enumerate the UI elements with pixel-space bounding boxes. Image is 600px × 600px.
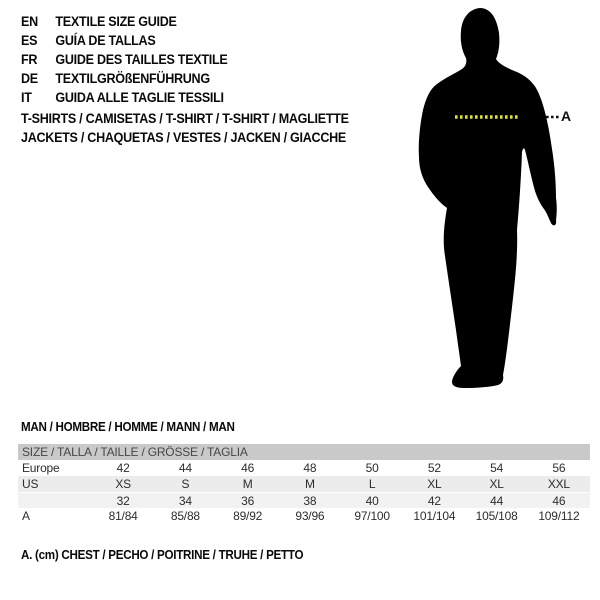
- language-code: FR: [21, 52, 38, 67]
- language-row: [21, 31, 227, 50]
- table-cell: 85/88: [170, 509, 200, 523]
- language-row: [21, 88, 227, 107]
- table-cell: XL: [489, 477, 504, 491]
- table-cell: 109/112: [538, 509, 580, 523]
- measurement-marker-label: A: [561, 108, 572, 124]
- row-label: US: [22, 477, 39, 491]
- table-row-numeric: [18, 492, 590, 508]
- table-cell: M: [304, 477, 315, 491]
- row-label: [18, 493, 92, 508]
- table-cell: 54: [490, 461, 504, 475]
- table-cell: 81/84: [108, 509, 138, 523]
- table-cell: 48: [303, 461, 317, 475]
- table-cell: 38: [303, 494, 317, 508]
- table-cell: 44: [178, 461, 192, 475]
- table-cell: S: [181, 477, 190, 491]
- table-cell: 36: [241, 494, 255, 508]
- category-line-jackets: JACKETS / CHAQUETAS / VESTES / JACKEN / GIACCHE: [21, 130, 346, 145]
- table-cell: 34: [178, 494, 192, 508]
- table-cell: L: [368, 477, 376, 491]
- man-silhouette-figure: [405, 0, 600, 410]
- table-cell: 97/100: [354, 509, 390, 523]
- row-label: Europe: [22, 461, 60, 475]
- measurement-footnote: A. (cm) CHEST / PECHO / POITRINE / TRUHE / PETTO: [21, 548, 304, 562]
- table-cell: 50: [365, 461, 379, 475]
- language-row: [21, 50, 227, 69]
- language-title: GUIDE DES TAILLES TEXTILE: [55, 52, 228, 67]
- table-cell: 56: [552, 461, 566, 475]
- table-cell: XL: [427, 477, 442, 491]
- language-row: [21, 69, 227, 88]
- size-table: [18, 444, 590, 524]
- category-line-tshirts: T-SHIRTS / CAMISETAS / T-SHIRT / T-SHIRT / MAGLIETTE: [21, 111, 349, 126]
- table-cell: 42: [427, 494, 441, 508]
- row-label: A: [22, 509, 30, 523]
- table-cell: 52: [427, 461, 441, 475]
- category-list: [21, 109, 349, 147]
- man-silhouette-graphic: [405, 0, 600, 410]
- language-title: GUÍA DE TALLAS: [55, 33, 156, 48]
- table-cell: XS: [115, 477, 131, 491]
- table-cell: 89/92: [233, 509, 263, 523]
- section-title-man: MAN / HOMBRE / HOMME / MANN / MAN: [21, 420, 235, 434]
- table-cell: XXL: [547, 477, 570, 491]
- table-row-europe: [18, 460, 590, 476]
- table-cell: 40: [365, 494, 379, 508]
- language-list: [21, 12, 227, 107]
- language-title: TEXTILGRÖßENFÜHRUNG: [55, 71, 210, 86]
- table-cell: 101/104: [413, 509, 456, 523]
- table-cell: 93/96: [295, 509, 325, 523]
- man-silhouette-shape: [419, 8, 557, 388]
- table-cell: 42: [116, 461, 130, 475]
- table-cell: 46: [552, 494, 566, 508]
- language-code: ES: [21, 33, 38, 48]
- language-title: TEXTILE SIZE GUIDE: [55, 14, 177, 29]
- table-row-chest-a: [18, 508, 590, 524]
- table-cell: 46: [241, 461, 255, 475]
- language-code: IT: [21, 90, 32, 105]
- size-table-header: SIZE / TALLA / TAILLE / GRÖSSE / TAGLIA: [18, 444, 590, 460]
- language-row: [21, 12, 227, 31]
- table-row-us: [18, 476, 590, 492]
- language-title: GUIDA ALLE TAGLIE TESSILI: [55, 90, 224, 105]
- table-cell: 32: [116, 494, 130, 508]
- language-code: DE: [21, 71, 38, 86]
- table-cell: M: [242, 477, 253, 491]
- table-cell: 105/108: [475, 509, 518, 523]
- table-cell: 44: [490, 494, 504, 508]
- language-code: EN: [21, 14, 38, 29]
